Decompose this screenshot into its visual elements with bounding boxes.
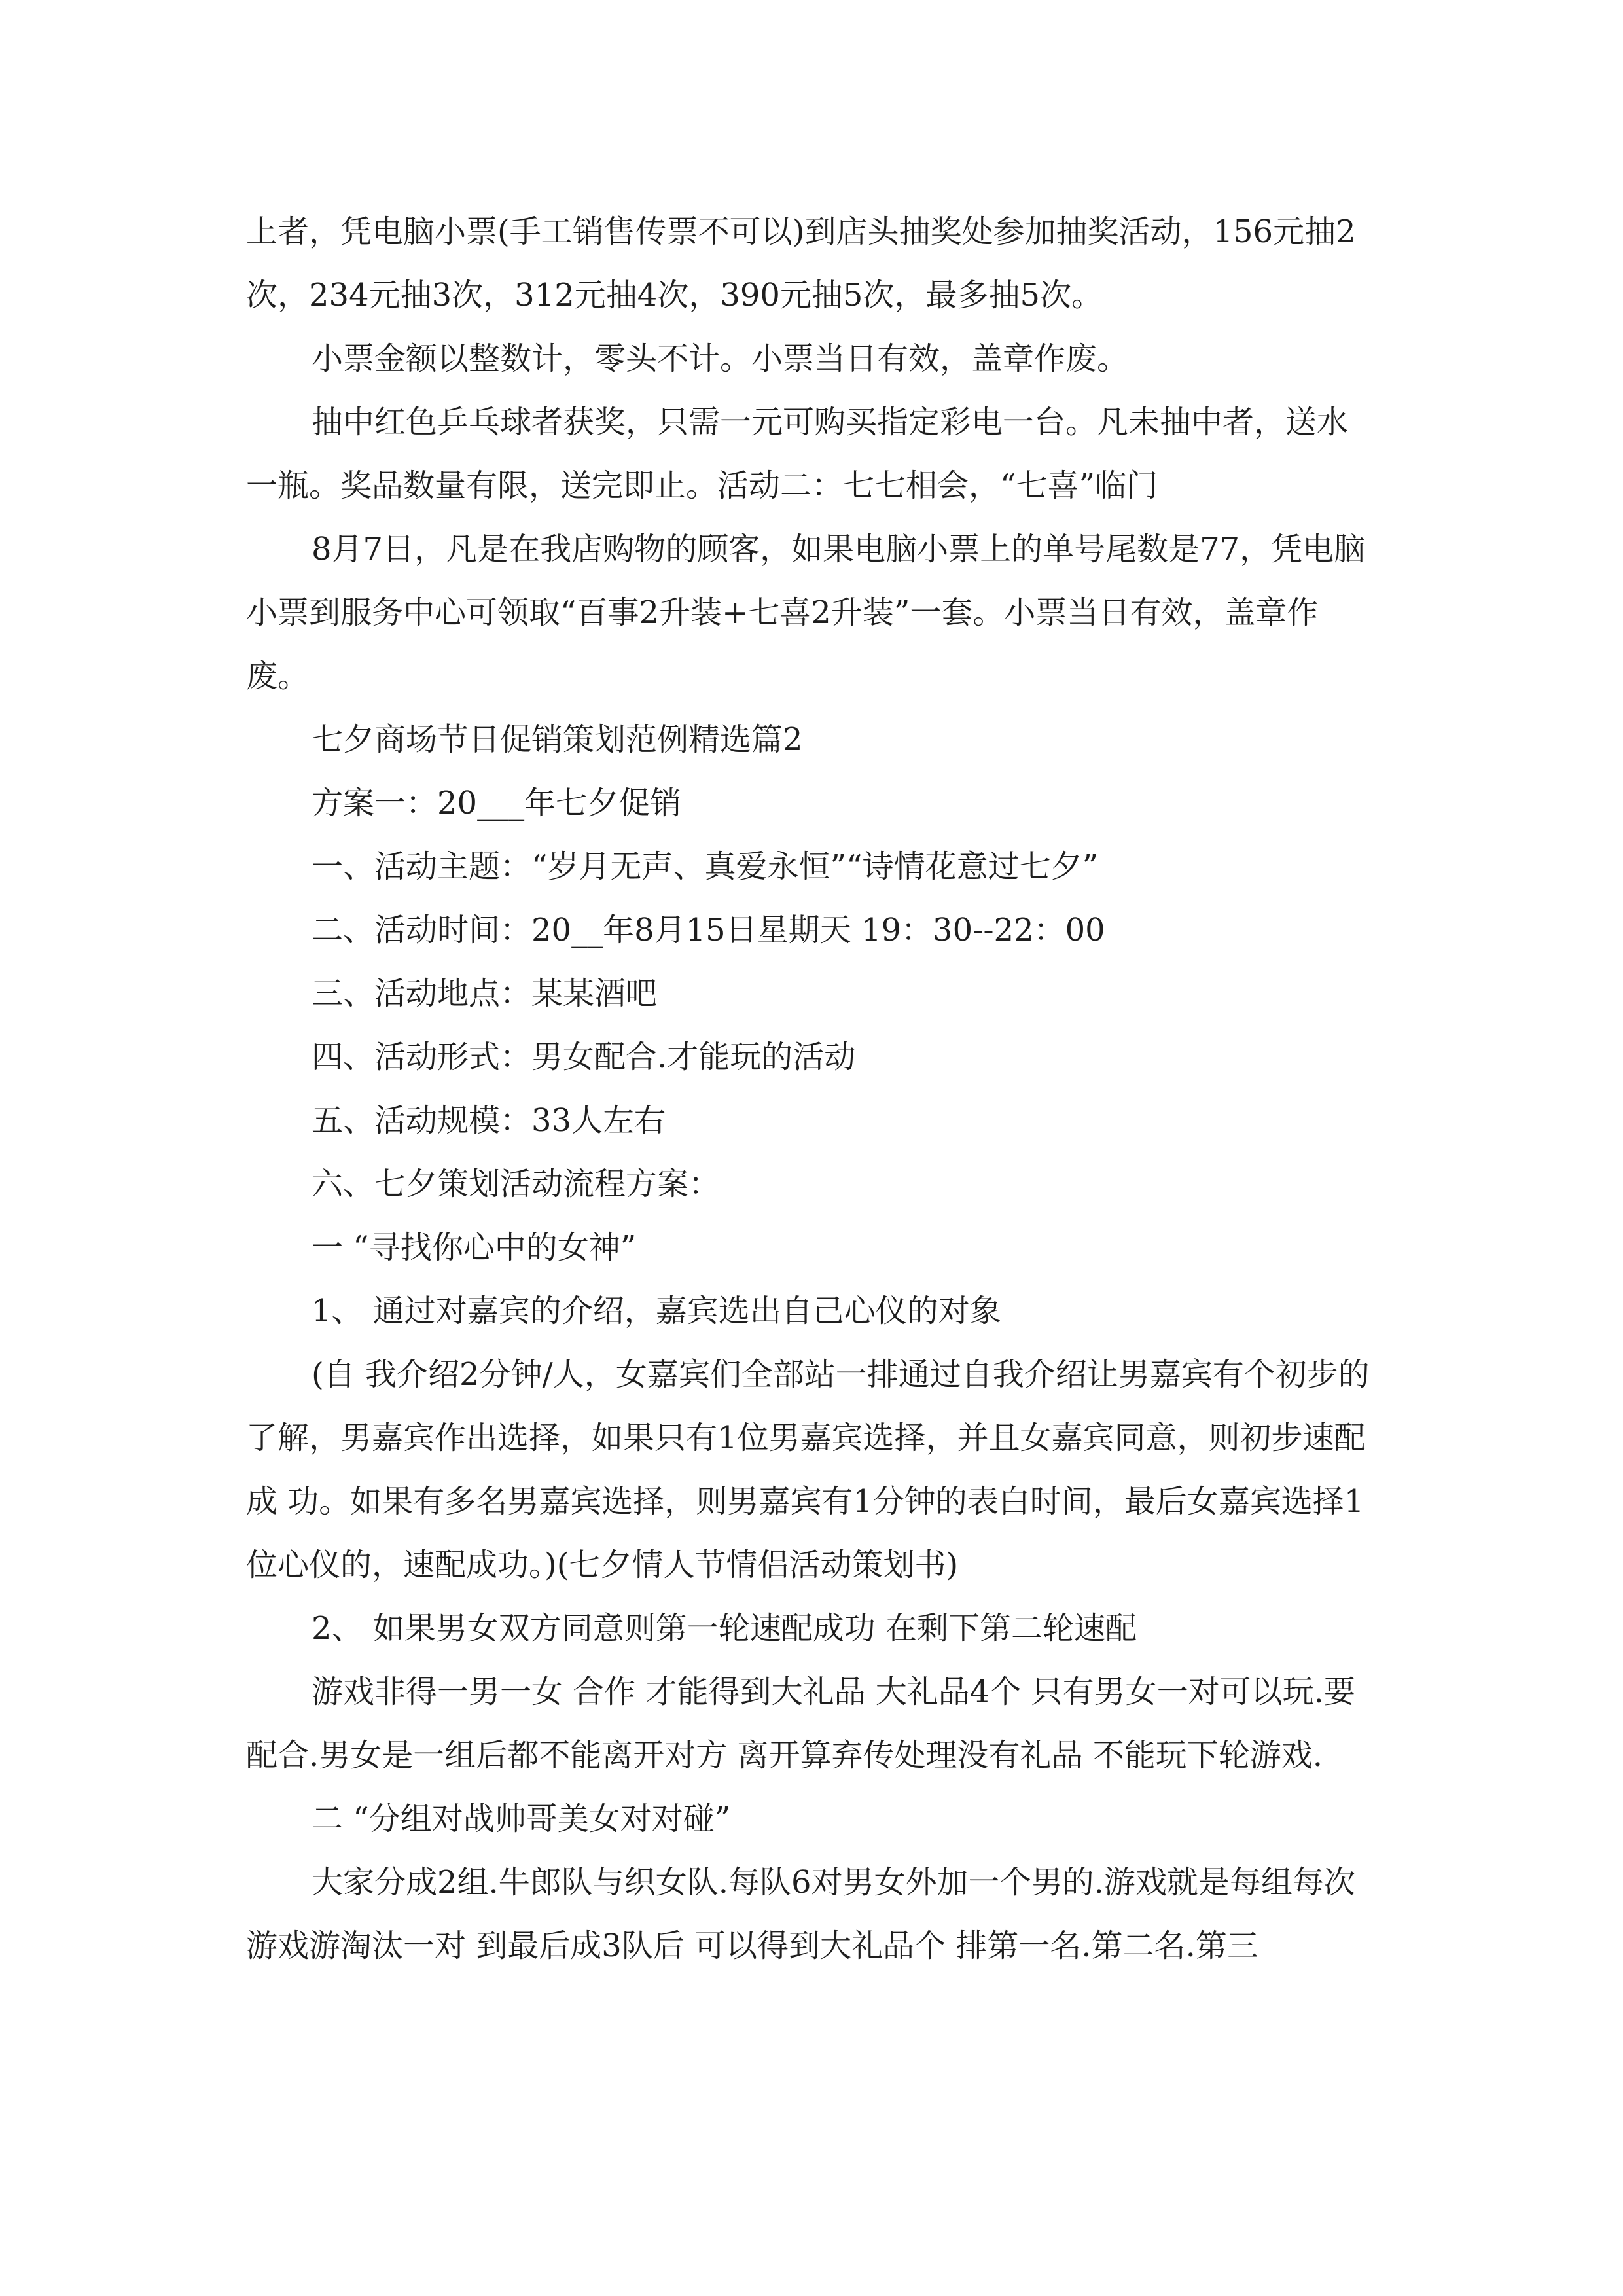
- paragraph-17: 游戏非得一男一女 合作 才能得到大礼品 大礼品4个 只有男女一对可以玩.要配合.男女是一组后都不能离开对方 离开算弃传处理没有礼品 不能玩下轮游戏.: [246, 1674, 1355, 1774]
- subsection-2: 二 “分组对战帅哥美女对对碰”: [312, 1801, 731, 1837]
- list-item-theme: 一、活动主题：“岁月无声、真爱永恒”“诗情花意过七夕”: [312, 848, 1099, 885]
- step-2: 2、 如果男女双方同意则第一轮速配成功 在剩下第二轮速配: [312, 1610, 1137, 1647]
- paragraph-2: 小票金额以整数计，零头不计。小票当日有效，盖章作废。: [312, 340, 1129, 377]
- list-item-location: 三、活动地点：某某酒吧: [312, 975, 658, 1012]
- list-item-form: 四、活动形式：男女配合.才能玩的活动: [312, 1039, 856, 1075]
- paragraph-6: 方案一：20___年七夕促销: [312, 785, 682, 821]
- list-item-scale: 五、活动规模：33人左右: [312, 1102, 666, 1139]
- paragraph-1: 上者，凭电脑小票(手工销售传票不可以)到店头抽奖处参加抽奖活动，156元抽2次，234元抽3次，312元抽4次，390元抽5次，最多抽5次。: [246, 213, 1356, 314]
- paragraph-4: 8月7日，凡是在我店购物的顾客，如果电脑小票上的单号尾数是77，凭电脑小票到服务中心可领取“百事2升装+七喜2升装”一套。小票当日有效，盖章作废。: [246, 531, 1366, 694]
- document-body: [246, 200, 1378, 1978]
- list-item-time: 二、活动时间：20__年8月15日星期天 19：30--22：00: [312, 912, 1105, 948]
- paragraph-19: 大家分成2组.牛郎队与织女队.每队6对男女外加一个男的.游戏就是每组每次游戏游淘汰一对 到最后成3队后 可以得到大礼品个 排第一名.第二名.第三: [246, 1864, 1355, 1964]
- paragraph-3: 抽中红色乒乓球者获奖，只需一元可购买指定彩电一台。凡未抽中者，送水一瓶。奖品数量有限，送完即止。活动二：七七相会，“七喜”临门: [246, 404, 1349, 504]
- paragraph-15: (自 我介绍2分钟/人，女嘉宾们全部站一排通过自我介绍让男嘉宾有个初步的了解，男嘉宾作出选择，如果只有1位男嘉宾选择，并且女嘉宾同意，则初步速配成 功。如果有多名男嘉宾选择，则男嘉宾有1分钟的表白时间，最后女嘉宾选择1位心仪的，速配成功。)(七夕情人节情侣活动策划书): [246, 1356, 1370, 1583]
- list-item-process: 六、七夕策划活动流程方案：: [312, 1166, 721, 1202]
- section-heading: 七夕商场节日促销策划范例精选篇2: [312, 721, 803, 758]
- step-1: 1、 通过对嘉宾的介绍，嘉宾选出自己心仪的对象: [312, 1293, 1001, 1329]
- subsection-1: 一 “寻找你心中的女神”: [312, 1229, 637, 1266]
